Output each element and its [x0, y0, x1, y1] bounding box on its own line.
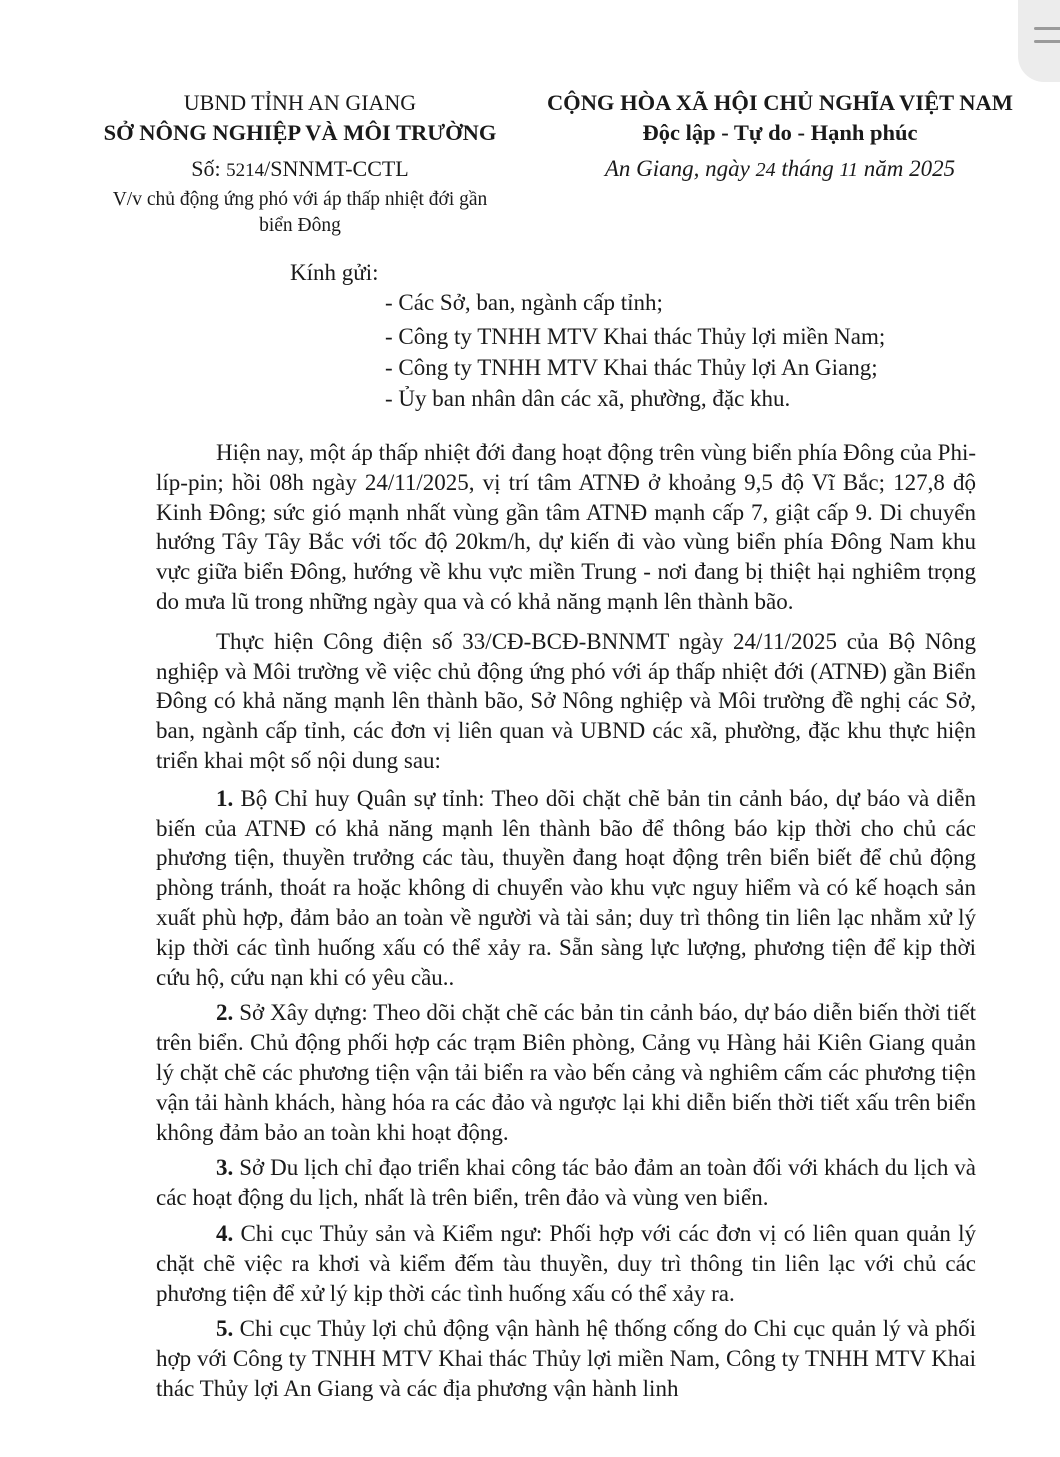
- issuer-name: SỞ NÔNG NGHIỆP VÀ MÔI TRƯỜNG: [103, 120, 497, 145]
- subject-line-2: biển Đông: [259, 215, 341, 236]
- issuer-block: [40, 88, 560, 238]
- document-number: Số: 5214/SNNMT-CCTL: [191, 156, 409, 181]
- menu-icon-bar-2: [1034, 40, 1060, 43]
- document-date: An Giang, ngày 24 tháng 11 năm 2025: [604, 156, 956, 181]
- recipient-item: - Các Sở, ban, ngành cấp tỉnh;: [385, 290, 663, 315]
- issuer-parent: UBND TỈNH AN GIANG: [183, 90, 417, 115]
- numbered-item: 2. Sở Xây dựng: Theo dõi chặt chẽ các bản tin cảnh báo, dự báo diễn biến thời tiết trên biển. Chủ động phối hợp các trạm Biên phòng, Cảng vụ Hàng hải Kiên Giang quản lý chặt chẽ các phương tiện vận tải biển ra vào bến cảng và nghiêm cấm các phương tiện vận tải hành khách, hàng hóa ra các đảo và ngược lại khi diễn biến thời tiết xấu trên biển không đảm bảo an toàn khi hoạt động.: [156, 1000, 976, 1145]
- recipient-item: - Ủy ban nhân dân các xã, phường, đặc khu.: [385, 386, 791, 411]
- body-paragraph: Hiện nay, một áp thấp nhiệt đới đang hoạt động trên vùng biển phía Đông của Phi-líp-pin; hồi 08h ngày 24/11/2025, vị trí tâm ATNĐ ở khoảng 9,5 độ Vĩ Bắc; 127,8 độ Kinh Đông; sức gió mạnh nhất vùng gần tâm ATNĐ mạnh cấp 7, giật cấp 9. Di chuyển hướng Tây Tây Bắc với tốc độ 20km/h, dự kiến đi vào vùng biển phía Đông Nam khu vực giữa biển Đông, hướng về khu vực miền Trung - nơi đang bị thiệt hại nghiêm trọng do mưa lũ trong những ngày qua và có khả năng mạnh lên thành bão.: [156, 440, 976, 614]
- menu-handle[interactable]: [1018, 0, 1060, 82]
- numbered-item: 3. Sở Du lịch chỉ đạo triển khai công tác bảo đảm an toàn đối với khách du lịch và các hoạt động du lịch, nhất là trên biển, trên đảo và vùng ven biển.: [156, 1155, 976, 1211]
- national-motto: Độc lập - Tự do - Hạnh phúc: [642, 120, 918, 145]
- numbered-item: 4. Chi cục Thủy sản và Kiểm ngư: Phối hợp với các đơn vị có liên quan quản lý chặt chẽ việc ra khơi và kiểm đếm tàu thuyền, duy trì thông tin liên lạc với chủ các phương tiện để xử lý kịp thời các tình huống xấu có thể xảy ra.: [156, 1220, 976, 1306]
- subject-line-1: V/v chủ động ứng phó với áp thấp nhiệt đới gần: [112, 189, 488, 210]
- recipient-item: - Công ty TNHH MTV Khai thác Thủy lợi miền Nam;: [385, 324, 886, 349]
- national-header: [520, 88, 1040, 185]
- greeting: Kính gửi:: [290, 260, 379, 285]
- recipient-item: - Công ty TNHH MTV Khai thác Thủy lợi An Giang;: [385, 355, 878, 380]
- numbered-item: 5. Chi cục Thủy lợi chủ động vận hành hệ thống cống do Chi cục quản lý và phối hợp với Công ty TNHH MTV Khai thác Thủy lợi miền Nam, Công ty TNHH MTV Khai thác Thủy lợi An Giang và các địa phương vận hành linh: [156, 1316, 976, 1401]
- national-title: CỘNG HÒA XÃ HỘI CHỦ NGHĨA VIỆT NAM: [546, 90, 1014, 115]
- numbered-item: 1. Bộ Chỉ huy Quân sự tỉnh: Theo dõi chặt chẽ bản tin cảnh báo, dự báo và diễn biến của ATNĐ có khả năng mạnh lên thành bão để thông báo kịp thời cho chủ các phương tiện, thuyền trưởng các tàu, thuyền đang hoạt động trên biển biết để chủ động phòng tránh, thoát ra hoặc không di chuyển vào khu vực nguy hiểm và có kế hoạch sản xuất phù hợp, đảm bảo an toàn về người và tài sản; duy trì thông tin liên lạc nhằm xử lý kịp thời các tình huống xấu có thể xảy ra. Sẵn sàng lực lượng, phương tiện để kịp thời cứu hộ, cứu nạn khi có yêu cầu..: [156, 785, 976, 990]
- document-body: [156, 438, 976, 1404]
- body-paragraph: Thực hiện Công điện số 33/CĐ-BCĐ-BNNMT ngày 24/11/2025 của Bộ Nông nghiệp và Môi trường về việc chủ động ứng phó với áp thấp nhiệt đới (ATNĐ) gần Biển Đông có khả năng mạnh lên thành bão, Sở Nông nghiệp và Môi trường đề nghị các Sở, ban, ngành cấp tỉnh, các đơn vị liên quan và UBND các xã, phường, đặc khu thực hiện triển khai một số nội dung sau:: [156, 628, 976, 773]
- menu-icon: [1034, 27, 1060, 30]
